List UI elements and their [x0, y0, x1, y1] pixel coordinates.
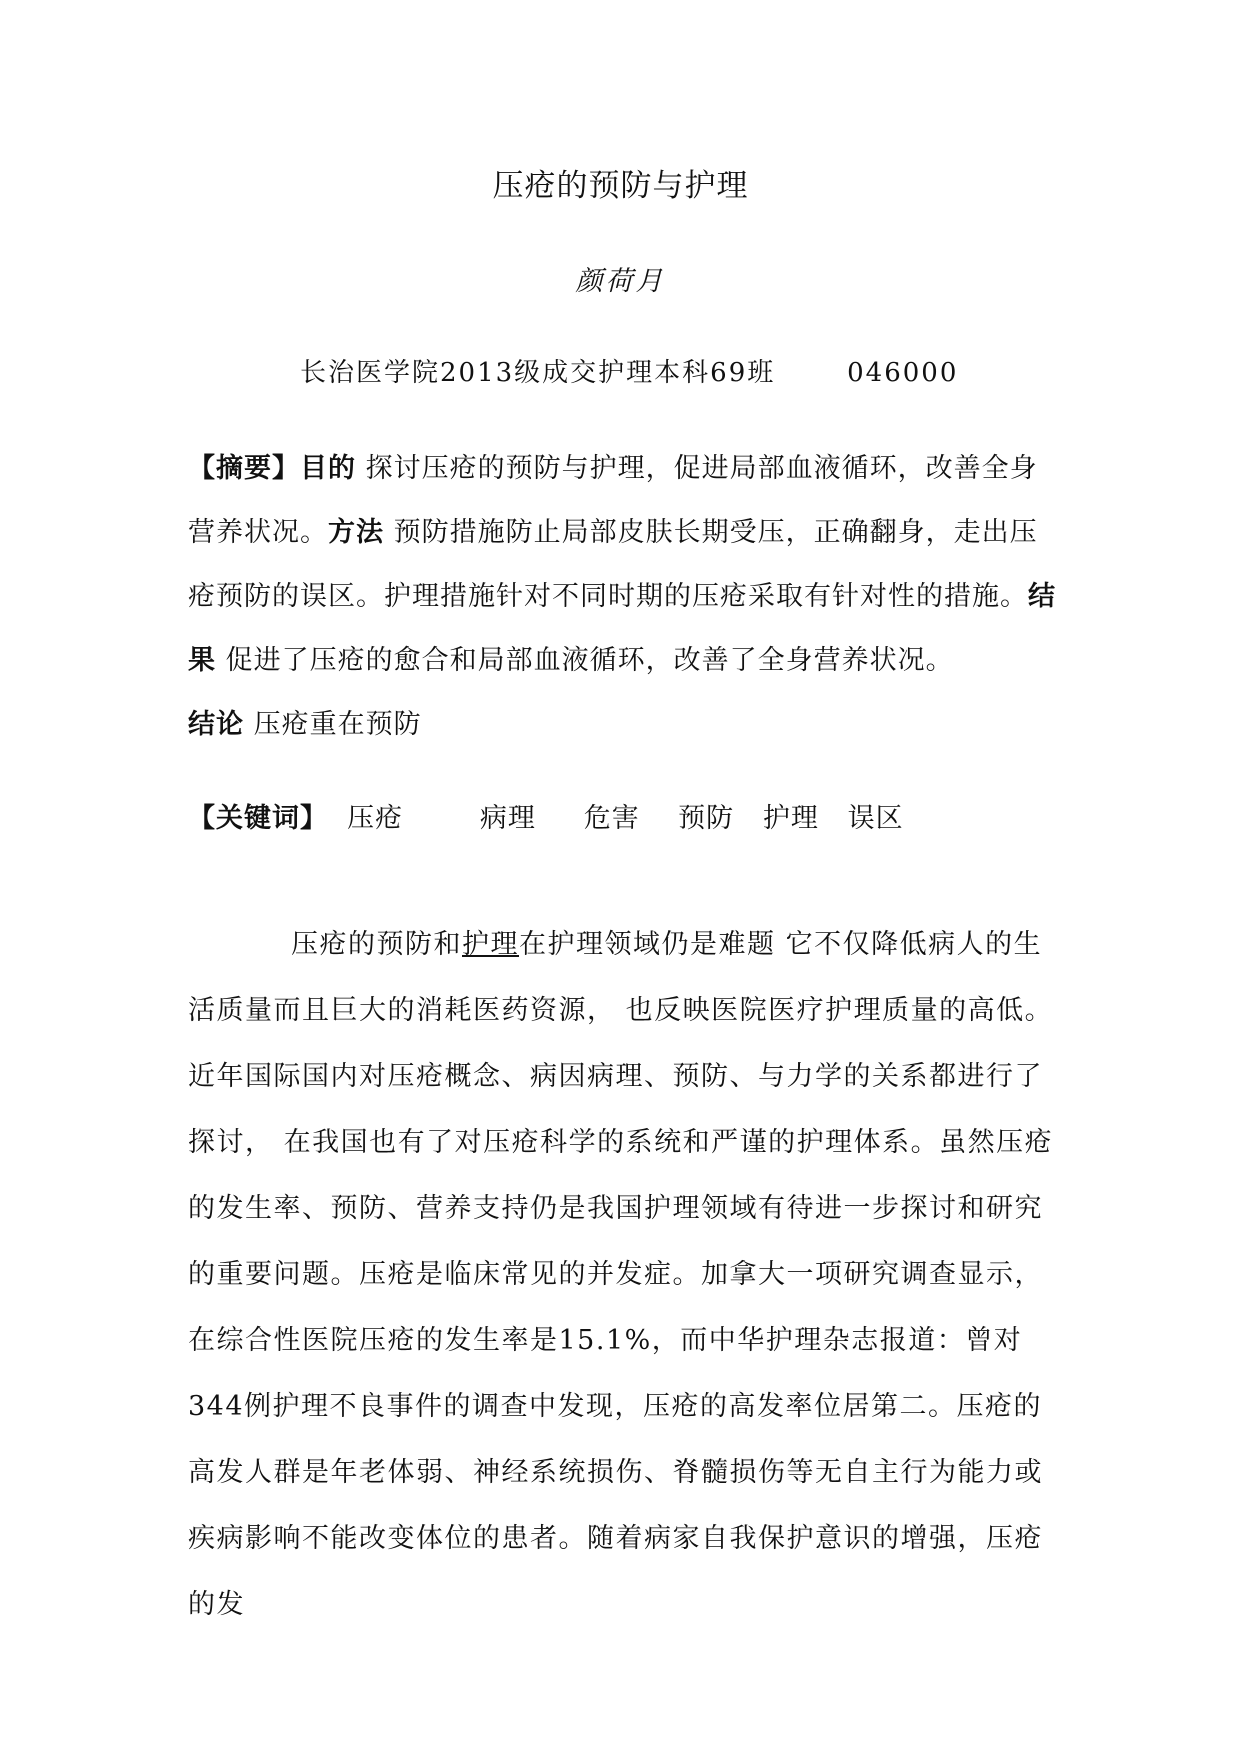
keyword: 护理: [762, 803, 819, 834]
purpose-text: 探讨压疮的预防与护理，促进局部血液循环，改善全身营养状况。: [188, 453, 1038, 548]
body-text: 压疮的预防和: [291, 929, 462, 960]
paper-title: 压疮的预防与护理: [492, 168, 749, 204]
underlined-term: 护理: [462, 929, 519, 960]
body-text: 在护理领域仍是难题 它不仅降低病人的生活质量而且巨大的消耗医药资源， 也反映医院医疗护理质量的高低。近年国际国内对压疮概念、病因病理、预防、与力学的关系都进行了探讨， 在我国也有了对压疮科学的系统和严谨的护理体系。虽然压疮的发生率、预防、营养支持仍是我国护理领域有待进一步探讨和研究的重要问题。压疮是临床常见的并发症。加拿大一项研究调查显示，在综合性医院压疮的发生率是15.1%，而中华护理杂志报道：曾对344例护理不良事件的调查中发现，压疮的高发率位居第二。压疮的高发人群是年老体弱、神经系统损伤、脊髓损伤等无自主行为能力或疾病影响不能改变体位的患者。随着病家自我保护意识的增强，压疮的发: [188, 929, 1054, 1620]
abstract: [188, 437, 1058, 757]
keyword: 危害: [583, 803, 640, 834]
body-paragraph: [188, 912, 1058, 1638]
keyword: 预防: [678, 803, 735, 834]
author-name: 颜荷月: [575, 266, 666, 297]
keyword: 误区: [847, 803, 904, 834]
method-label: 方法: [328, 517, 384, 548]
postcode: 046000: [847, 358, 959, 388]
conclusion-text: 压疮重在预防: [253, 709, 422, 740]
result-label: 结果: [188, 581, 1056, 676]
method-text: 预防措施防止局部皮肤长期受压，正确翻身，走出压疮预防的误区。护理措施针对不同时期的压疮采取有针对性的措施。: [188, 517, 1038, 612]
keywords-heading: 【关键词】: [188, 803, 328, 834]
purpose-label: 目的: [300, 453, 356, 484]
abstract-heading: 【摘要】: [188, 453, 300, 484]
affiliation-line: [300, 352, 958, 389]
keyword: 压疮: [347, 803, 404, 834]
keywords: [188, 796, 904, 835]
result-text: 促进了压疮的愈合和局部血液循环，改善了全身营养状况。: [225, 645, 954, 676]
keyword: 病理: [479, 803, 536, 834]
affiliation: 长治医学院2013级成交护理本科69班: [300, 358, 776, 388]
conclusion-label: 结论: [188, 709, 244, 740]
